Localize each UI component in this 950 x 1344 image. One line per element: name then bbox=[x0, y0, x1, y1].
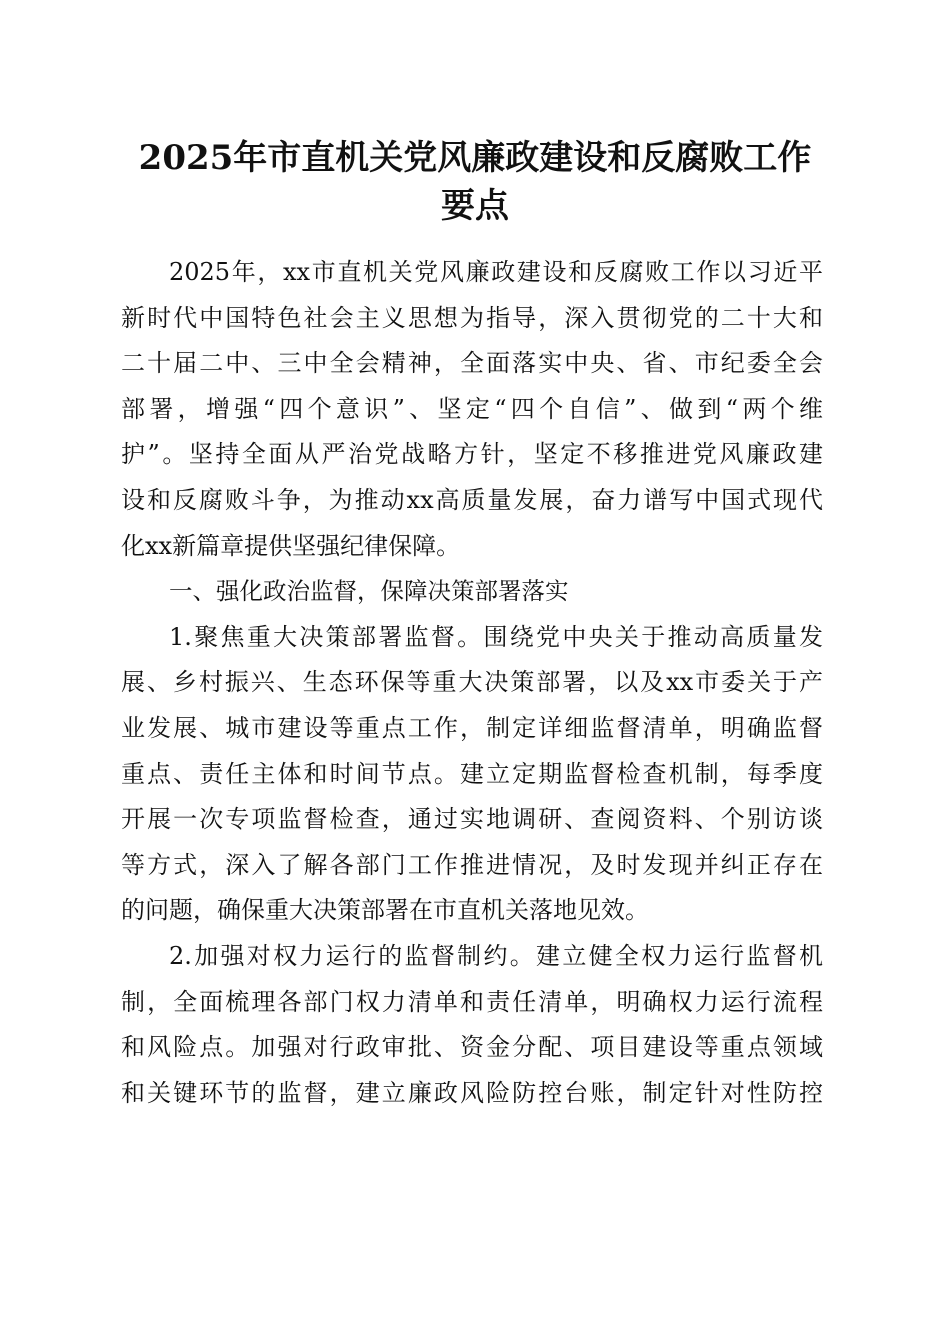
document-title bbox=[100, 134, 850, 230]
text-line: 和关键环节的监督，建立廉政风险防控台账，制定针对性防控 bbox=[121, 1078, 823, 1107]
text-line: 1.聚焦重大决策部署监督。围绕党中央关于推动高质量发 bbox=[169, 622, 823, 651]
text-line: 和风险点。加强对行政审批、资金分配、项目建设等重点领域 bbox=[121, 1033, 823, 1062]
text-line: 等方式，深入了解各部门工作推进情况，及时发现并纠正存在 bbox=[121, 850, 823, 879]
text-line: 2.加强对权力运行的监督制约。建立健全权力运行监督机 bbox=[169, 941, 823, 970]
document-body bbox=[121, 250, 823, 1116]
section-heading: 一、强化政治监督，保障决策部署落实 bbox=[169, 577, 569, 606]
intro-paragraph bbox=[121, 250, 823, 569]
text-line: 业发展、城市建设等重点工作，制定详细监督清单，明确监督 bbox=[121, 713, 823, 742]
text-line: 化xx新篇章提供坚强纪律保障。 bbox=[121, 531, 461, 560]
text-line: 开展一次专项监督检查，通过实地调研、查阅资料、个别访谈 bbox=[121, 805, 823, 834]
text-line: 展、乡村振兴、生态环保等重大决策部署，以及xx市委关于产 bbox=[121, 668, 823, 697]
text-line: 的问题，确保重大决策部署在市直机关落地见效。 bbox=[121, 896, 649, 925]
text-line: 部署，增强“四个意识”、坚定“四个自信”、做到“两个维 bbox=[121, 394, 823, 423]
item-1-paragraph bbox=[121, 615, 823, 934]
text-line: 设和反腐败斗争，为推动xx高质量发展，奋力谱写中国式现代 bbox=[121, 485, 823, 514]
title-line-2: 要点 bbox=[441, 186, 509, 226]
text-line: 护”。坚持全面从严治党战略方针，坚定不移推进党风廉政建 bbox=[121, 440, 823, 469]
text-line: 2025年，xx市直机关党风廉政建设和反腐败工作以习近平 bbox=[169, 258, 823, 286]
text-line: 新时代中国特色社会主义思想为指导，深入贯彻党的二十大和 bbox=[121, 303, 823, 332]
text-line: 二十届二中、三中全会精神，全面落实中央、省、市纪委全会 bbox=[121, 349, 823, 378]
title-line-1: 2025年市直机关党风廉政建设和反腐败工作 bbox=[138, 138, 812, 178]
text-line: 制，全面梳理各部门权力清单和责任清单，明确权力运行流程 bbox=[121, 987, 823, 1016]
text-line: 重点、责任主体和时间节点。建立定期监督检查机制，每季度 bbox=[121, 759, 823, 788]
item-2-paragraph bbox=[121, 934, 823, 1116]
